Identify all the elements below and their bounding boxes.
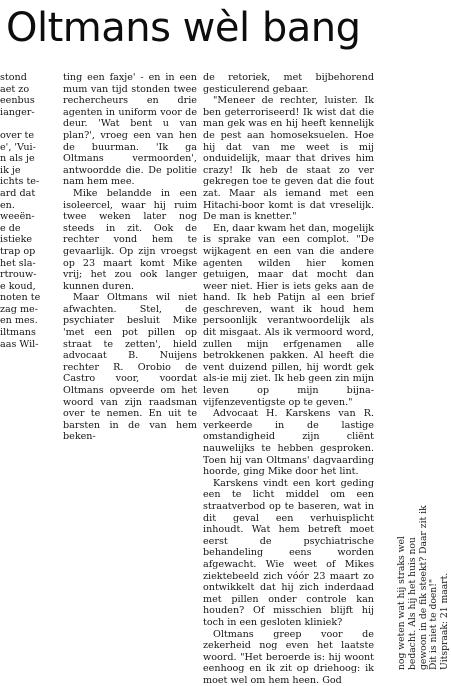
column-line: iltmans (0, 327, 58, 339)
paragraph: de retoriek, met bijbehorend gesticulerend gebaar. (203, 72, 374, 95)
article-column-left-cropped (0, 72, 58, 362)
column-line: ik je (0, 165, 58, 177)
column-line: e koud, (0, 281, 58, 293)
column-line: e', 'Vui- (0, 142, 58, 154)
column-line: noten te (0, 292, 58, 304)
note-line: Dit is niet te doen!" (429, 500, 440, 670)
column-line: stond (0, 72, 58, 84)
paragraph: "Meneer de rechter, luister. Ik ben geterroriseerd! Ik wist dat die man gek was en hij heeft kennelijk de pest aan homoseksuelen. Hoe hij dat van me weet is mij onduidelijk, maar that drives him crazy! Ik heb de staat zo ver gekregen toe te geven dat die fout zat. Maar als iemand met een Hitachi-boor komt is dat vreselijk. De man is knetter." (203, 95, 374, 223)
column-line: weeën- (0, 211, 58, 223)
column-line: n als je (0, 153, 58, 165)
paragraph: Mike belandde in een isoleercel, waar hij ruim twee weken later nog steeds in zit. Ook de rechter vond hem te gevaarlijk. Op zijn vroegst op 23 maart komt Mike vrij; het zou ook langer kunnen duren. (63, 188, 197, 292)
column-line: eenbus (0, 95, 58, 107)
note-line: Uitspraak: 21 maart. (440, 500, 451, 670)
column-line: zag me- (0, 304, 58, 316)
column-line: rtrouw- (0, 269, 58, 281)
column-line: het sla- (0, 258, 58, 270)
note-line: bedacht. Als hij het huis nou (408, 500, 419, 670)
column-line: istieke (0, 234, 58, 246)
paragraph: En, daar kwam het dan, mogelijk is sprake van een complot. "De wijkagent en een van die andere agenten wilden hier komen getuigen, maar dat mocht dan weer niet. Hier is iets geks aan de hand. Ik heb Patijn al een brief geschreven, want ik houd hem persoonlijk verantwoordelijk als dit misgaat. Als ik vermoord word, zullen mijn erfgenamen alle betrokkenen pakken. Al heeft die vent duizend pillen, hij wordt gek als-ie mij ziet. Ik heb geen zin mijn leven op mijn bijna-vijfenzeventigste op te geven." (203, 223, 374, 409)
article-column-middle (63, 72, 197, 402)
note-line: gewoon in de fik steekt? Daar zit ik (419, 500, 430, 670)
headline: Oltmans wèl bang (0, 0, 426, 58)
column-line: ichts te- (0, 176, 58, 188)
article-column-right (203, 72, 374, 682)
paragraph: Maar Oltmans wil niet afwachten. Stel, de psychiater besluit Mike 'met een pot pillen op straat te zetten', hield advocaat B. Nuijens rechter R. Orobio de Castro voor, voordat Oltmans opveerde om het woord van zijn raadsman over te nemen. En uit te barsten in de van hem beken- (63, 292, 197, 443)
column-line: ianger- (0, 107, 58, 119)
paragraph: Karskens vindt een kort geding een te licht middel om een straatverbod op te baseren, wat in dit geval een verhuisplicht inhoudt. Wat hem betreft moet eerst de psychiatrische behandeling eens worden afgewacht. Wie weet of Mikes ziektebeeld zich vóór 23 maart zo ontwikkelt dat hij zich inderdaad met pillen onder controle kan houden? Of misschien blijft hij toch in een gesloten kliniek? (203, 478, 374, 629)
column-line: ard dat (0, 188, 58, 200)
paragraph: Advocaat H. Karskens van R. verkeerde in de lastige omstandigheid zijn cliënt nauwelijks te hebben gesproken. Toen hij van Oltmans' dagvaarding hoorde, ging Mike door het lint. (203, 408, 374, 478)
column-line: e de (0, 223, 58, 235)
column-line: en. (0, 200, 58, 212)
column-line: over te (0, 130, 58, 142)
column-line: en mes. (0, 315, 58, 327)
column-line: aet zo (0, 84, 58, 96)
column-line: trap op (0, 246, 58, 258)
column-line (0, 118, 58, 130)
column-line: aas Wil- (0, 339, 58, 351)
note-line: nog weten wat hij straks wel (397, 500, 408, 670)
rotated-continuation-note (397, 500, 451, 670)
paragraph: ting een faxje' - en in een mum van tijd stonden twee rechercheurs en drie agenten in uniform voor de deur. 'Wat bent u van plan?', vroeg een van hen de buurman. 'Ik ga Oltmans vermoorden', antwoordde die. De politie nam hem mee. (63, 72, 197, 188)
paragraph: Oltmans greep voor de zekerheid nog even het laatste woord. "Het beroerde is: hij woont eenhoog en ik zit op driehoog: ik moet wel om hem heen. God (203, 629, 374, 686)
